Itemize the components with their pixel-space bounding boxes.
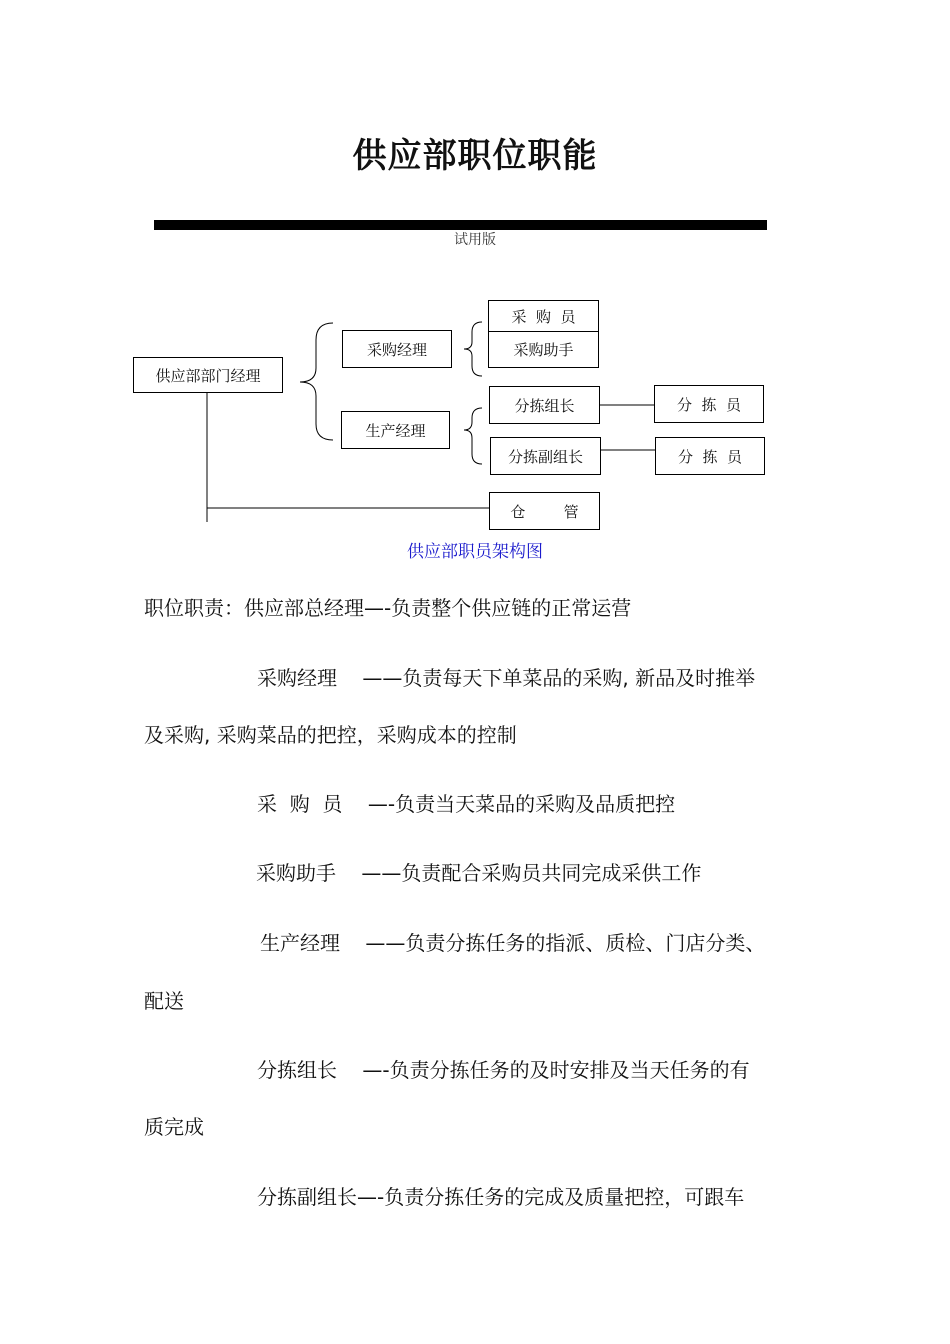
sorting-leader-box: 分拣组长 bbox=[489, 386, 600, 424]
duty-line-2: 采购经理 ——负责每天下单菜品的采购, 新品及时推举 bbox=[257, 666, 756, 690]
sorting-deputy-box: 分拣副组长 bbox=[490, 437, 601, 475]
duty-line-9: 质完成 bbox=[144, 1115, 204, 1139]
page-title: 供应部职位职能 bbox=[352, 136, 598, 176]
production-manager-box: 生产经理 bbox=[341, 411, 450, 449]
purchasing-assistant-box: 采购助手 bbox=[488, 331, 599, 368]
duty-line-8: 分拣组长 —-负责分拣任务的及时安排及当天任务的有 bbox=[257, 1058, 750, 1082]
warehouse-box: 仓 管 bbox=[489, 492, 600, 530]
duty-line-6: 生产经理 ——负责分拣任务的指派、质检、门店分类、 bbox=[260, 931, 766, 955]
purchasing-manager-box: 采购经理 bbox=[342, 330, 452, 368]
trial-version-label: 试用版 bbox=[454, 232, 496, 248]
sorter-box-2: 分 拣 员 bbox=[655, 437, 765, 475]
duty-line-3: 及采购, 采购菜品的把控，采购成本的控制 bbox=[144, 723, 517, 747]
purchasing-brace bbox=[464, 322, 482, 376]
duty-line-1: 职位职责：供应部总经理—-负责整个供应链的正常运营 bbox=[144, 596, 632, 620]
duty-line-4: 采 购 员 —-负责当天菜品的采购及品质把控 bbox=[257, 792, 676, 816]
dept-manager-box: 供应部部门经理 bbox=[133, 357, 283, 393]
duty-line-7: 配送 bbox=[144, 989, 184, 1013]
org-chart-caption: 供应部职员架构图 bbox=[407, 542, 543, 562]
sorter-box-1: 分 拣 员 bbox=[654, 385, 764, 423]
root-brace bbox=[300, 323, 333, 440]
duty-line-5: 采购助手 ——负责配合采购员共同完成采供工作 bbox=[256, 861, 702, 885]
buyer-box: 采 购 员 bbox=[488, 300, 599, 332]
org-chart-connectors bbox=[0, 0, 950, 600]
production-brace bbox=[464, 408, 482, 464]
duty-line-10: 分拣副组长—-负责分拣任务的完成及质量把控，可跟车 bbox=[257, 1185, 745, 1209]
